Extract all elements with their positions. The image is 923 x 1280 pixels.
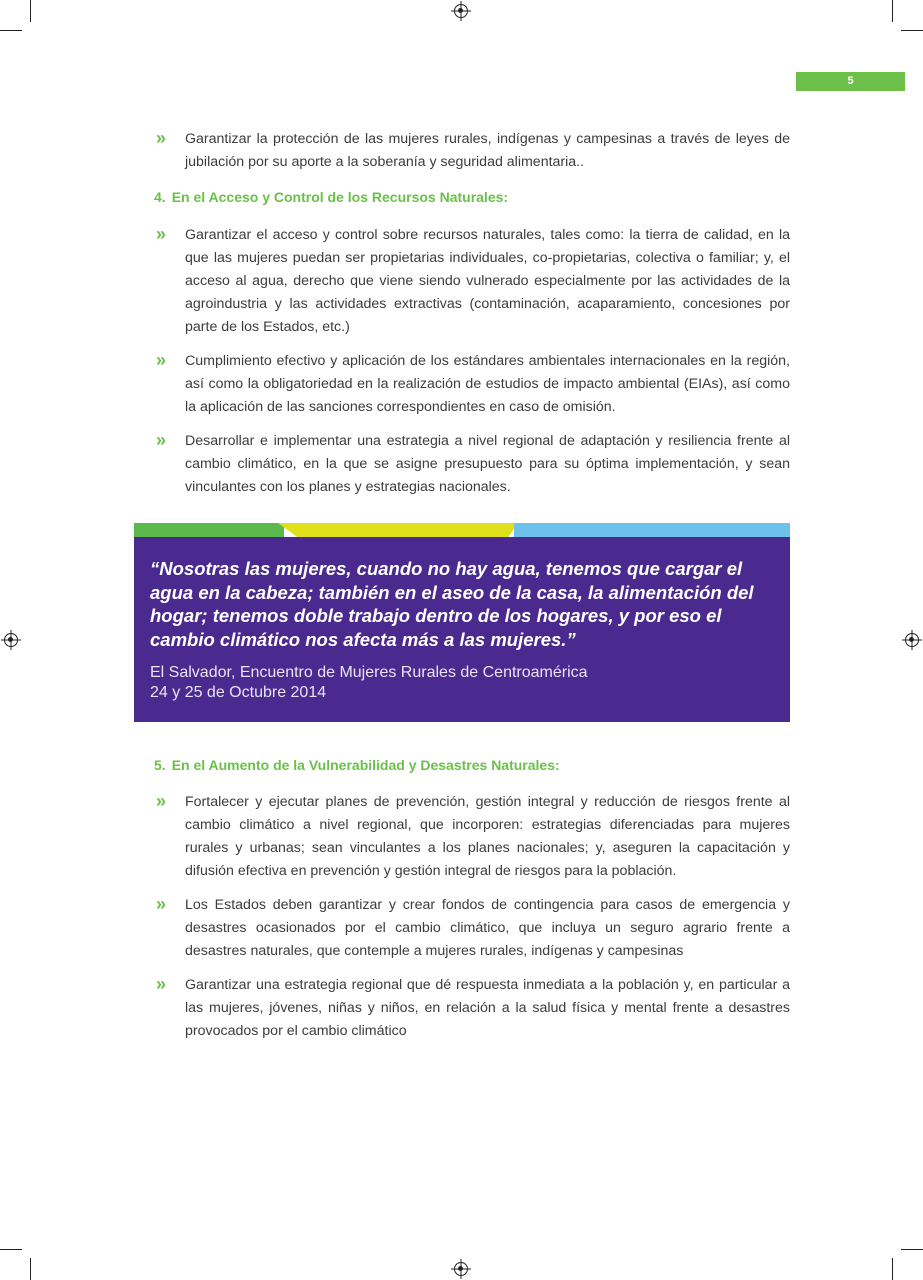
list-item bbox=[154, 791, 790, 883]
bullet-arrow-icon: » bbox=[156, 430, 167, 450]
quote-date: 24 y 25 de Octubre 2014 bbox=[150, 684, 327, 701]
bullet-arrow-icon: » bbox=[156, 350, 167, 370]
crop-mark bbox=[892, 0, 893, 22]
list-item bbox=[154, 128, 790, 174]
crop-mark bbox=[0, 1249, 22, 1250]
bullet-text: Garantizar el acceso y control sobre recursos naturales, tales como: la tierra de calidad, en la que las mujeres puedan ser propietarias individuales, co-propietarias, colectiva o familiar; y, el acceso al agua, derecho que viene siendo vulnerado especialmente por las actividades de la agroindustria y las actividades extractivas (contaminación, acaparamiento, concesiones por parte de los Estados, etc.) bbox=[185, 227, 790, 335]
bullet-arrow-icon: » bbox=[156, 128, 167, 148]
crop-mark bbox=[30, 0, 31, 22]
registration-mark-icon bbox=[454, 4, 468, 18]
bullet-text: Garantizar la protección de las mujeres rurales, indígenas y campesinas a través de leyes de jubilación por su aporte a la soberanía y seguridad alimentaria.. bbox=[185, 131, 790, 170]
bullet-text: Cumplimiento efectivo y aplicación de los estándares ambientales internacionales en la región, así como la obligatoriedad en la realización de estudios de impacto ambiental (EIAs), así como la aplicación de las sanciones correspondientes en caso de omisión. bbox=[185, 353, 790, 415]
list-item bbox=[154, 224, 790, 339]
bullet-arrow-icon: » bbox=[156, 894, 167, 914]
crop-mark bbox=[901, 1249, 923, 1250]
quote-box bbox=[134, 523, 790, 722]
crop-mark bbox=[892, 1258, 893, 1280]
list-item bbox=[154, 974, 790, 1043]
quote-text: “Nosotras las mujeres, cuando no hay agua, tenemos que cargar el agua en la cabeza; también en el aseo de la casa, la alimentación del hogar; tenemos doble trabajo dentro de los hogares, y por eso el cambio climático nos afecta más a las mujeres.” bbox=[150, 558, 754, 650]
section-number: 4. bbox=[154, 189, 166, 205]
stripe-blue bbox=[514, 523, 790, 537]
crop-mark bbox=[0, 30, 22, 31]
list-item bbox=[154, 350, 790, 419]
bullet-arrow-icon: » bbox=[156, 791, 167, 811]
section-title: En el Acceso y Control de los Recursos Naturales: bbox=[171, 189, 509, 205]
registration-mark-icon bbox=[4, 633, 18, 647]
quote-source: El Salvador, Encuentro de Mujeres Rurales de Centroamérica bbox=[150, 664, 588, 681]
section-number: 5. bbox=[154, 757, 166, 773]
page-number: 5 bbox=[796, 72, 905, 91]
section-5 bbox=[154, 755, 790, 775]
section-5-bullets bbox=[154, 791, 790, 1054]
stripe-yellow bbox=[278, 523, 518, 537]
list-item bbox=[154, 894, 790, 963]
top-bullets bbox=[154, 128, 790, 185]
section-4-bullets bbox=[154, 224, 790, 510]
registration-mark-icon bbox=[905, 633, 919, 647]
bullet-text: Los Estados deben garantizar y crear fondos de contingencia para casos de emergencia y desastres ocasionados por el cambio climático, que incluya un seguro agrario frente a desastres naturales, que contemple a mujeres rurales, indígenas y campesinas bbox=[185, 897, 790, 959]
section-heading bbox=[154, 187, 790, 207]
bullet-text: Garantizar una estrategia regional que dé respuesta inmediata a la población y, en particular a las mujeres, jóvenes, niñas y niños, en relación a la salud física y mental frente a desastres provocados por el cambio climático bbox=[185, 977, 790, 1039]
crop-mark bbox=[901, 30, 923, 31]
bullet-arrow-icon: » bbox=[156, 224, 167, 244]
section-heading bbox=[154, 755, 790, 775]
bullet-text: Desarrollar e implementar una estrategia a nivel regional de adaptación y resiliencia frente al cambio climático, en la que se asigne presupuesto para su óptima implementación, y sean vinculantes con los planes y estrategias nacionales. bbox=[185, 433, 790, 495]
list-item bbox=[154, 430, 790, 499]
crop-mark bbox=[30, 1258, 31, 1280]
quote-body bbox=[134, 537, 790, 722]
registration-mark-icon bbox=[454, 1262, 468, 1276]
section-4 bbox=[154, 187, 790, 207]
bullet-arrow-icon: » bbox=[156, 974, 167, 994]
stripe-green bbox=[134, 523, 284, 537]
section-title: En el Aumento de la Vulnerabilidad y Desastres Naturales: bbox=[171, 757, 560, 773]
bullet-text: Fortalecer y ejecutar planes de prevención, gestión integral y reducción de riesgos frente al cambio climático a nivel regional, que incorporen: estrategias diferenciadas para mujeres rurales y urbanas; sean vinculantes a los planes nacionales; y, aseguren la capacitación y difusión efectiva en prevención y gestión integral de riesgos para la población. bbox=[185, 794, 790, 879]
